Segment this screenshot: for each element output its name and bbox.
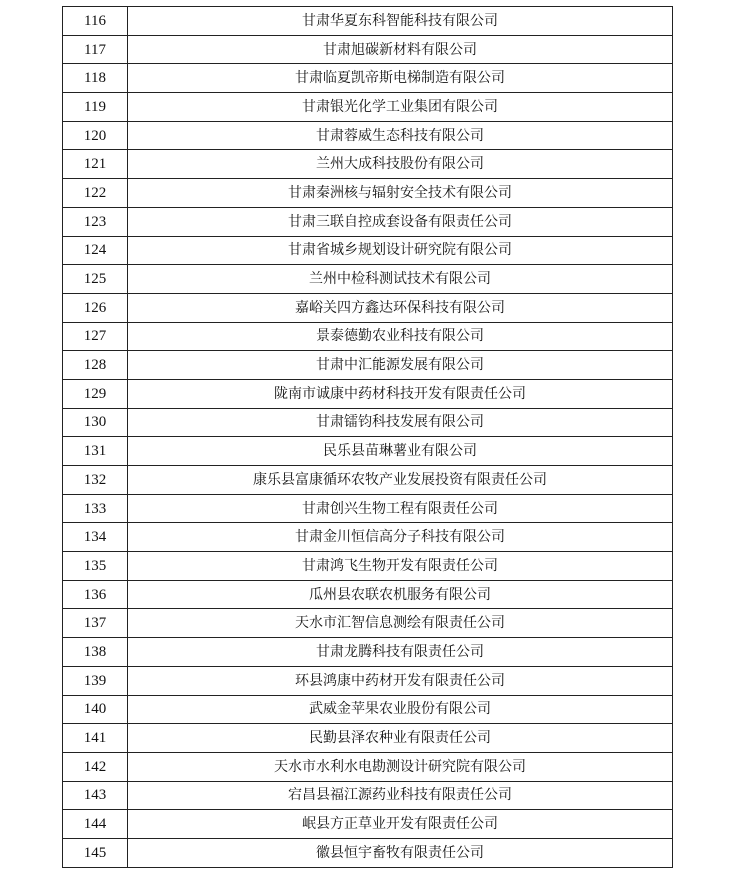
table-row bbox=[63, 351, 673, 380]
table-row bbox=[63, 408, 673, 437]
table-row bbox=[63, 35, 673, 64]
company-name: 民勤县泽农种业有限责任公司 bbox=[128, 724, 673, 753]
company-name: 嘉峪关四方鑫达环保科技有限公司 bbox=[128, 293, 673, 322]
company-name: 甘肃秦洲核与辐射安全技术有限公司 bbox=[128, 179, 673, 208]
row-number: 119 bbox=[63, 93, 128, 122]
company-name: 兰州大成科技股份有限公司 bbox=[128, 150, 673, 179]
table-row bbox=[63, 580, 673, 609]
table-row bbox=[63, 379, 673, 408]
table-row bbox=[63, 810, 673, 839]
table-row bbox=[63, 93, 673, 122]
row-number: 117 bbox=[63, 35, 128, 64]
row-number: 125 bbox=[63, 265, 128, 294]
row-number: 145 bbox=[63, 838, 128, 867]
row-number: 123 bbox=[63, 207, 128, 236]
table-row bbox=[63, 150, 673, 179]
row-number: 143 bbox=[63, 781, 128, 810]
table-body bbox=[63, 7, 673, 868]
company-name: 环县鸿康中药材开发有限责任公司 bbox=[128, 666, 673, 695]
company-name: 景泰德勤农业科技有限公司 bbox=[128, 322, 673, 351]
company-name: 瓜州县农联农机服务有限公司 bbox=[128, 580, 673, 609]
table-row bbox=[63, 207, 673, 236]
company-name: 甘肃创兴生物工程有限责任公司 bbox=[128, 494, 673, 523]
company-name: 徽县恒宇畜牧有限责任公司 bbox=[128, 838, 673, 867]
company-name: 兰州中检科测试技术有限公司 bbox=[128, 265, 673, 294]
company-name: 康乐县富康循环农牧产业发展投资有限责任公司 bbox=[128, 466, 673, 495]
row-number: 141 bbox=[63, 724, 128, 753]
table-row bbox=[63, 121, 673, 150]
table-row bbox=[63, 752, 673, 781]
row-number: 133 bbox=[63, 494, 128, 523]
company-name: 天水市汇智信息测绘有限责任公司 bbox=[128, 609, 673, 638]
row-number: 142 bbox=[63, 752, 128, 781]
row-number: 122 bbox=[63, 179, 128, 208]
row-number: 118 bbox=[63, 64, 128, 93]
table-row bbox=[63, 838, 673, 867]
table-row bbox=[63, 494, 673, 523]
company-name: 甘肃蓉威生态科技有限公司 bbox=[128, 121, 673, 150]
company-name: 甘肃银光化学工业集团有限公司 bbox=[128, 93, 673, 122]
company-name: 甘肃省城乡规划设计研究院有限公司 bbox=[128, 236, 673, 265]
table-row bbox=[63, 322, 673, 351]
table-row bbox=[63, 724, 673, 753]
company-name: 甘肃鸿飞生物开发有限责任公司 bbox=[128, 552, 673, 581]
company-name: 陇南市诚康中药材科技开发有限责任公司 bbox=[128, 379, 673, 408]
row-number: 121 bbox=[63, 150, 128, 179]
company-name: 甘肃临夏凯帝斯电梯制造有限公司 bbox=[128, 64, 673, 93]
table-row bbox=[63, 293, 673, 322]
table-row bbox=[63, 64, 673, 93]
company-name: 甘肃镭钧科技发展有限公司 bbox=[128, 408, 673, 437]
company-name: 甘肃龙腾科技有限责任公司 bbox=[128, 638, 673, 667]
company-name: 宕昌县福江源药业科技有限责任公司 bbox=[128, 781, 673, 810]
row-number: 135 bbox=[63, 552, 128, 581]
row-number: 126 bbox=[63, 293, 128, 322]
table-row bbox=[63, 638, 673, 667]
row-number: 138 bbox=[63, 638, 128, 667]
company-name: 岷县方正草业开发有限责任公司 bbox=[128, 810, 673, 839]
row-number: 144 bbox=[63, 810, 128, 839]
table-row bbox=[63, 666, 673, 695]
company-name: 甘肃金川恒信高分子科技有限公司 bbox=[128, 523, 673, 552]
row-number: 139 bbox=[63, 666, 128, 695]
row-number: 140 bbox=[63, 695, 128, 724]
row-number: 130 bbox=[63, 408, 128, 437]
company-name: 甘肃三联自控成套设备有限责任公司 bbox=[128, 207, 673, 236]
row-number: 127 bbox=[63, 322, 128, 351]
row-number: 132 bbox=[63, 466, 128, 495]
table-row bbox=[63, 609, 673, 638]
table-row bbox=[63, 7, 673, 36]
row-number: 124 bbox=[63, 236, 128, 265]
row-number: 137 bbox=[63, 609, 128, 638]
row-number: 129 bbox=[63, 379, 128, 408]
table-row bbox=[63, 552, 673, 581]
table-row bbox=[63, 437, 673, 466]
company-name: 甘肃旭碳新材料有限公司 bbox=[128, 35, 673, 64]
table-row bbox=[63, 236, 673, 265]
table-row bbox=[63, 265, 673, 294]
row-number: 131 bbox=[63, 437, 128, 466]
table-row bbox=[63, 781, 673, 810]
company-list-table bbox=[62, 6, 673, 868]
row-number: 136 bbox=[63, 580, 128, 609]
table-row bbox=[63, 695, 673, 724]
company-name: 甘肃华夏东科智能科技有限公司 bbox=[128, 7, 673, 36]
row-number: 116 bbox=[63, 7, 128, 36]
table-row bbox=[63, 179, 673, 208]
company-name: 甘肃中汇能源发展有限公司 bbox=[128, 351, 673, 380]
company-name: 武威金苹果农业股份有限公司 bbox=[128, 695, 673, 724]
row-number: 134 bbox=[63, 523, 128, 552]
company-name: 天水市水利水电勘测设计研究院有限公司 bbox=[128, 752, 673, 781]
company-name: 民乐县苗琳薯业有限公司 bbox=[128, 437, 673, 466]
row-number: 128 bbox=[63, 351, 128, 380]
row-number: 120 bbox=[63, 121, 128, 150]
table-row bbox=[63, 523, 673, 552]
table-row bbox=[63, 466, 673, 495]
